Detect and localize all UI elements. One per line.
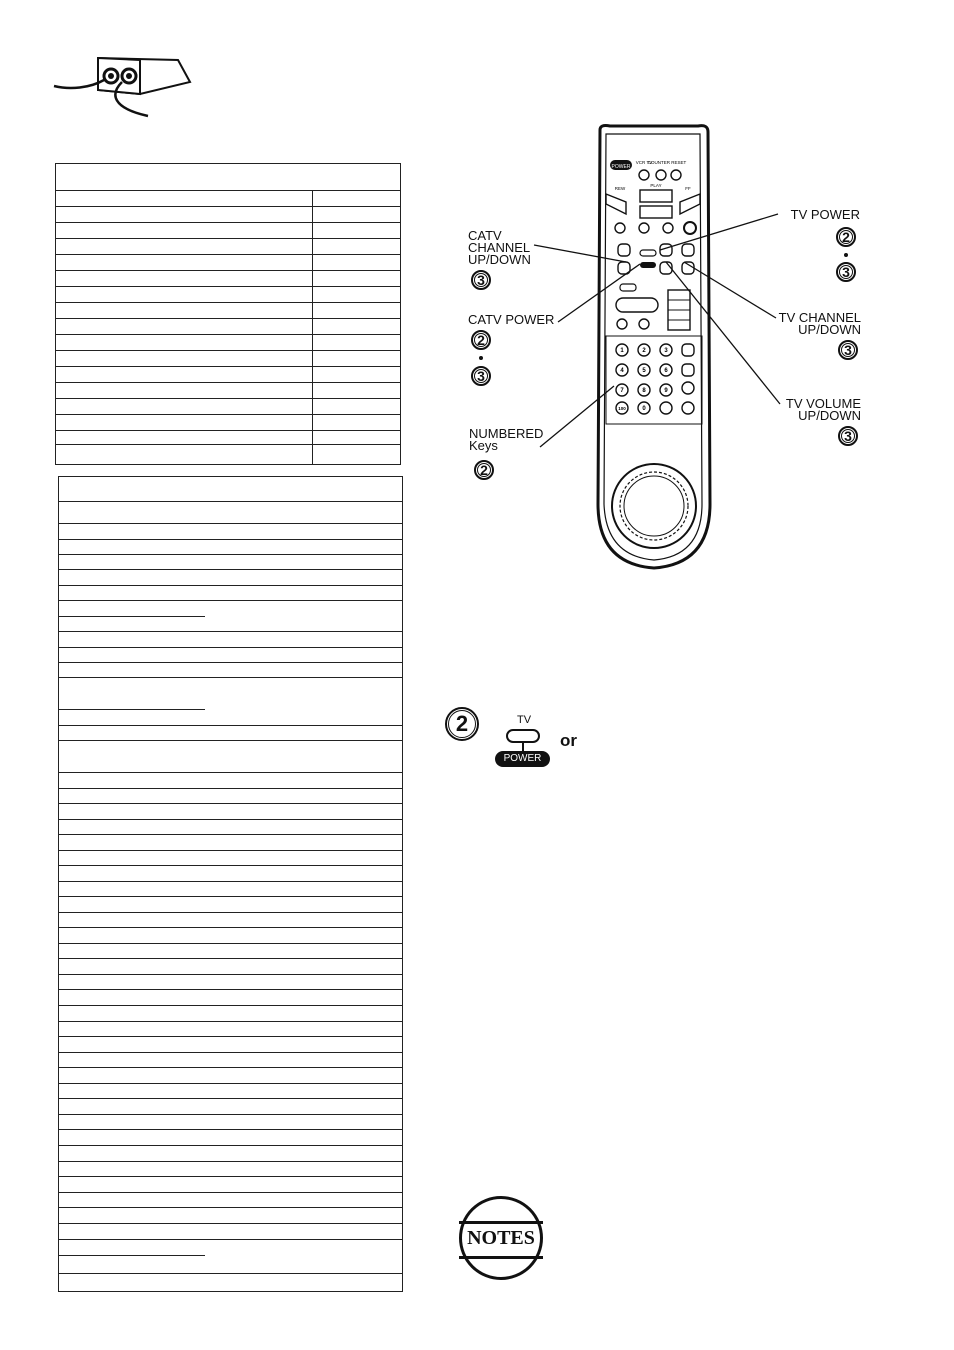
step-2-large-icon: 2 — [445, 707, 479, 741]
remote-power-text: POWER — [611, 164, 631, 170]
key-100: 100 — [618, 406, 626, 411]
key-6: 6 — [664, 368, 668, 374]
tv-channel-label-1: TV CHANNEL — [778, 310, 861, 325]
remote-ff-label: FF — [685, 186, 691, 191]
catv-channel-label-2: CHANNEL — [468, 240, 531, 255]
notes-text: NOTES — [467, 1227, 535, 1249]
numbered-keys-label-1: NUMBERED — [469, 426, 544, 441]
catv-channel-label-1: CATV — [468, 228, 502, 243]
tv-volume-label-1: TV VOLUME — [785, 396, 861, 411]
bullet-dot — [479, 356, 483, 360]
step-3-icon: 3 — [471, 270, 491, 290]
notes-icon — [459, 1196, 543, 1280]
remote-play-label: PLAY — [650, 183, 662, 188]
step-2-icon: 2 — [471, 330, 491, 350]
tv-button-label: TV — [516, 714, 532, 726]
tv-power-button-icon — [506, 729, 540, 743]
key-0: 0 — [642, 406, 646, 412]
bullet-dot — [844, 253, 848, 257]
key-8: 8 — [642, 388, 646, 394]
step-3-icon: 3 — [838, 426, 858, 446]
step-2-icon: 2 — [836, 227, 856, 247]
catv-power-label: CATV POWER — [468, 312, 555, 327]
key-3: 3 — [664, 348, 668, 354]
power-badge: POWER — [495, 751, 550, 767]
step-3-icon: 3 — [836, 262, 856, 282]
or-text: or — [560, 731, 577, 750]
key-9: 9 — [664, 388, 668, 394]
tv-channel-label-2: UP/DOWN — [798, 322, 861, 337]
button-connector — [522, 743, 524, 751]
step-3-icon: 3 — [838, 340, 858, 360]
key-5: 5 — [642, 368, 646, 374]
key-1: 1 — [620, 348, 624, 354]
key-2: 2 — [642, 348, 646, 354]
tv-volume-label-2: UP/DOWN — [798, 408, 861, 423]
tv-power-label: TV POWER — [790, 207, 860, 222]
remote-counter-label: COUNTER RESET — [647, 160, 687, 165]
remote-vcr-tv-label: VCR TV — [635, 160, 653, 165]
step-3-icon: 3 — [471, 366, 491, 386]
key-7: 7 — [620, 388, 624, 394]
key-4: 4 — [620, 368, 624, 374]
step-2-icon: 2 — [474, 460, 494, 480]
catv-channel-label-3: UP/DOWN — [468, 252, 531, 267]
numbered-keys-label-2: Keys — [469, 438, 498, 453]
remote-rew-label: REW — [614, 186, 626, 191]
